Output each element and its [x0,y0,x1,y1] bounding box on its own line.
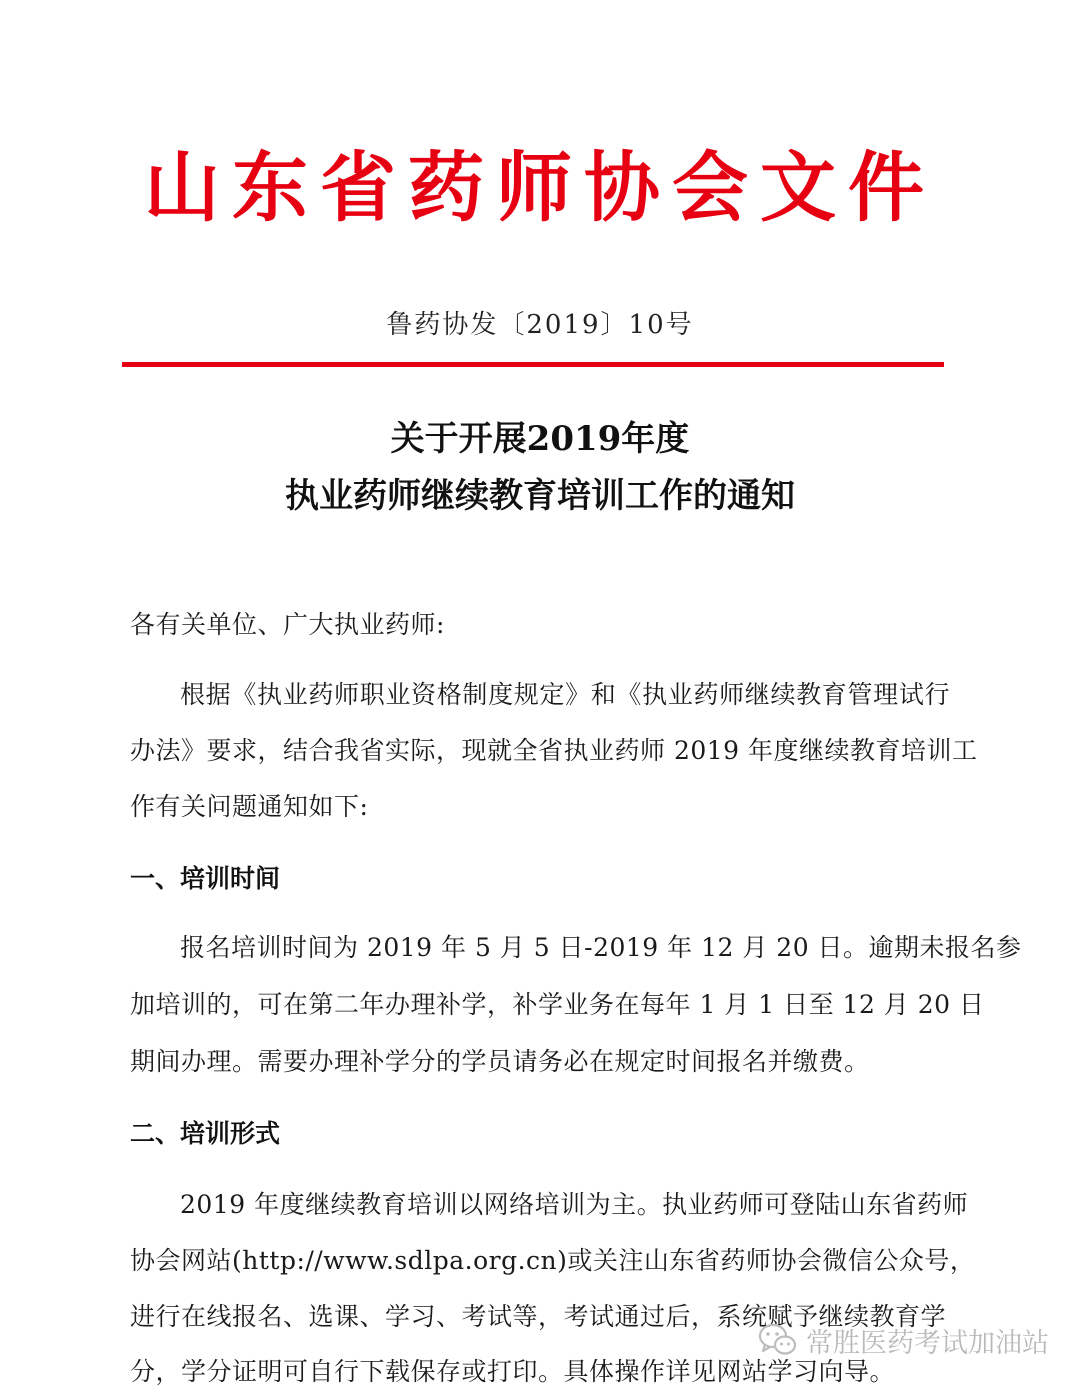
notice-title-line-1: 关于开展2019年度 [390,419,690,459]
intro-line-3: 作有关问题通知如下: [130,792,369,821]
intro-line-2: 办法》要求，结合我省实际，现就全省执业药师 2019 年度继续教育培训工 [130,736,978,765]
org-title: 山东省药师协会文件 [144,143,936,232]
section-heading-2: 二、培训形式 [130,1119,281,1148]
section-1-line-1: 报名培训时间为 2019 年 5 月 5 日-2019 年 12 月 20 日。逾期未报名参 [180,933,1022,962]
section-2-line-1: 2019 年度继续教育培训以网络培训为主。执业药师可登陆山东省药师 [180,1190,969,1219]
section-1-line-3: 期间办理。需要办理补学分的学员请务必在规定时间报名并缴费。 [130,1047,870,1076]
watermark [758,1318,1049,1362]
salutation: 各有关单位、广大执业药师: [130,610,445,639]
section-heading-1: 一、培训时间 [130,864,281,893]
red-divider [122,362,944,367]
section-2-line-2: 协会网站(http://www.sdlpa.org.cn)或关注山东省药师协会微信公众号， [130,1246,976,1275]
watermark-text: 常胜医药考试加油站 [806,1327,1049,1359]
section-2-line-4: 分，学分证明可自行下载保存或打印。具体操作详见网站学习向导。 [130,1357,896,1386]
intro-line-1: 根据《执业药师职业资格制度规定》和《执业药师继续教育管理试行 [180,680,950,709]
section-1-line-2: 加培训的，可在第二年办理补学，补学业务在每年 1 月 1 日至 12 月 20 日 [130,990,985,1019]
notice-title-line-2: 执业药师继续教育培训工作的通知 [285,476,795,516]
doc-number: 鲁药协发〔2019〕10号 [386,310,694,340]
wechat-icon [758,1322,798,1358]
section-2-line-3: 进行在线报名、选课、学习、考试等，考试通过后，系统赋予继续教育学 [130,1302,947,1331]
